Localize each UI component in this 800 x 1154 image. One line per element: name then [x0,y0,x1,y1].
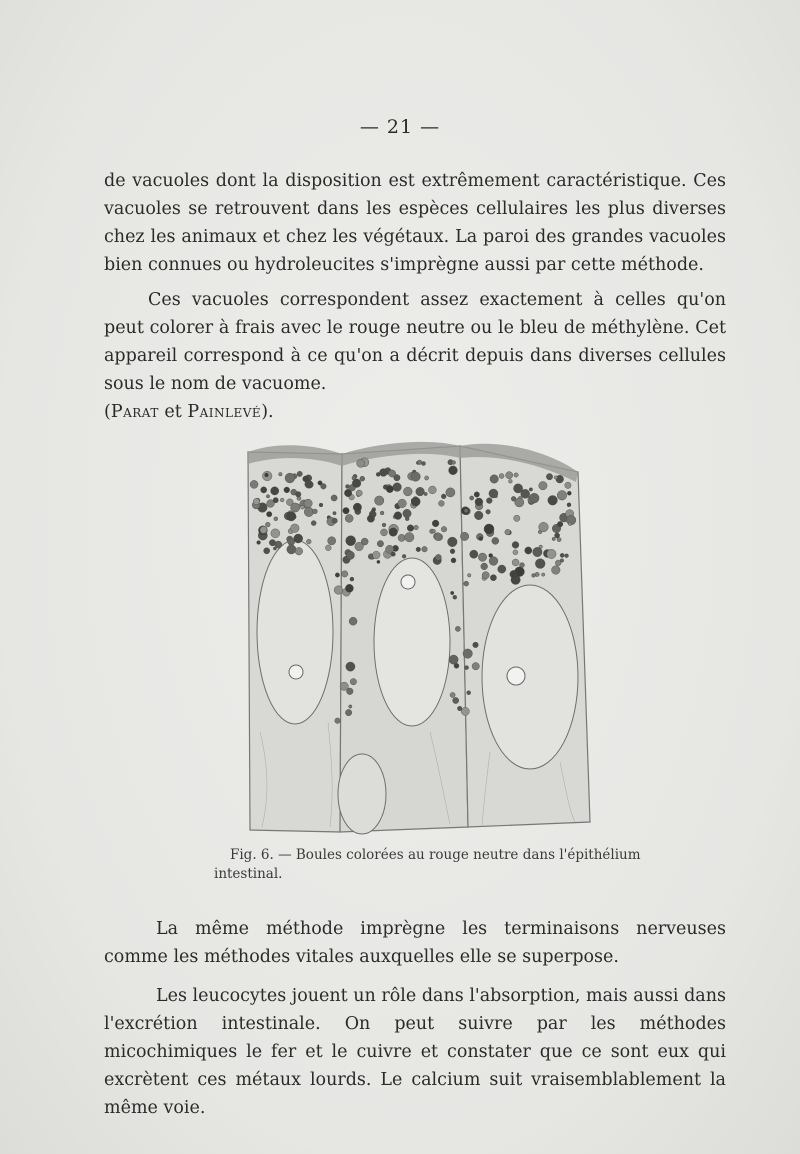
granule [542,573,545,576]
granule [349,705,352,708]
figure-epithelium-illustration [240,432,602,840]
granule [486,498,492,504]
paragraph-2-text: Ces vacuoles correspondent assez exactement à celles qu'on peut colorer à frais avec le rouge neutre ou le bleu de méthylène. Cet appareil correspond à ce qu'on a décrit depuis dans diverses cellules sous le nom de vacuome. [104,290,726,394]
granule [335,718,341,724]
granule [304,499,312,507]
granule [455,626,460,631]
granule [346,551,354,559]
granule [557,521,563,527]
granule [417,460,422,465]
granule [280,498,284,502]
granule [425,476,429,480]
granule [465,666,469,670]
granule [291,503,300,512]
granule [548,496,558,506]
granule [557,491,567,501]
granule [448,537,458,547]
granule [350,577,354,581]
granule [346,662,355,671]
granule [313,509,318,514]
granule [416,487,425,496]
granule [470,550,478,558]
granule [535,559,545,569]
granule [475,498,483,506]
granule [265,473,269,477]
granule [377,560,380,563]
granule [405,533,414,542]
figure-caption [214,846,644,884]
granule [424,492,427,495]
granule [279,472,283,476]
granule [481,563,488,570]
citation: (Parat et Painlevé). [104,402,274,422]
nucleolus-left [289,665,303,679]
granule [328,537,336,545]
paragraph-3: La même méthode imprègne les terminaisons nerveuses comme les méthodes vitales auxquelles elle se superpose. [104,919,726,967]
granule [266,495,269,498]
granule [380,511,384,515]
granule [352,479,361,488]
granule [474,511,483,520]
granule [515,498,524,507]
granule [467,574,471,578]
granule [457,706,462,711]
citation-author-1: Parat [110,402,159,422]
granule [304,507,313,516]
granule [451,558,456,563]
granule [407,525,414,532]
granule [482,572,489,579]
granule [490,475,498,483]
granule [349,617,357,625]
granule [432,529,436,533]
granule [380,469,388,477]
caption-label: Fig. 6. — [230,847,292,863]
granule [484,524,494,534]
granule [394,512,402,520]
granule [490,575,496,581]
granule [253,498,259,504]
granule [382,523,386,527]
granule [284,487,290,493]
granule [452,461,456,465]
granule [398,499,407,508]
granule [356,490,362,496]
granule [321,484,327,490]
granule [335,573,339,577]
granule [489,557,498,566]
granule [274,517,278,521]
granule [294,534,303,543]
granule [439,501,445,507]
granule [520,563,525,568]
leucocyte [338,754,386,834]
granule [539,482,547,490]
granule [529,493,539,503]
granule [453,697,459,703]
granule [512,542,519,549]
granule [514,515,520,521]
granule [546,474,552,480]
granule [398,534,405,541]
granule [389,470,396,477]
nucleus-right [482,585,578,769]
granule [464,509,468,513]
granule [287,512,296,521]
granule [275,541,282,548]
granule [568,522,571,525]
granule [498,565,506,573]
granule [345,514,353,522]
page-number: — 21 — [359,116,441,138]
granule [403,487,412,496]
granule [513,550,518,555]
granule [345,584,353,592]
granule [435,554,441,560]
granule [461,707,469,715]
granule [470,496,474,500]
granule [557,538,561,542]
granule [449,466,458,475]
granule [463,649,472,658]
granule [285,473,295,483]
granule [512,559,519,566]
granule [422,462,426,466]
granule [393,483,402,492]
granule [552,566,561,575]
granule [509,479,513,483]
granule [265,522,270,527]
granule [357,459,365,467]
granule [460,532,468,540]
granule [473,642,479,648]
granule [532,574,536,578]
granule [432,520,439,527]
granule [287,545,296,554]
granule [533,547,542,556]
granule [492,537,499,544]
granule [333,512,336,515]
granule [411,472,420,481]
nucleolus-middle [401,575,415,589]
granule [567,503,571,507]
paragraph-1: de vacuoles dont la disposition est extrêmement caractéristique. Ces vacuoles se retrouvent dans les espèces cellulaires les plus diverses chez les animaux et chez les végétaux. La paroi des grandes vacuoles bien connues ou hydroleucites s'imprègne aussi par cette méthode. [104,171,726,275]
granule [446,488,455,497]
granule [479,537,483,541]
granule [529,488,532,491]
granule [478,553,486,561]
granule [340,682,348,690]
granule [377,541,383,547]
granule [372,509,376,513]
granule [350,679,356,685]
granule [525,547,532,554]
granule [306,539,311,544]
granule [474,492,479,497]
granule [319,503,323,507]
granule [343,508,349,514]
granule [514,484,523,493]
granule [486,510,491,515]
granule [560,559,564,563]
granule [506,472,513,479]
paragraph-4: Les leucocytes jouent un rôle dans l'absorption, mais aussi dans l'excrétion intestinale. On peut suivre par les méthodes micochimiques le fer et le cuivre et constater que ce sont eux qui excrètent ces métaux lourds. Le calcium suit vraisemblablement la même voie. [104,986,726,1118]
granule [514,473,518,477]
granule [375,496,384,505]
nucleus-left [257,540,333,724]
granule [552,537,555,540]
granule [453,595,457,599]
granule [291,524,300,533]
granule [535,572,539,576]
granule [434,533,442,541]
granule [261,487,267,493]
granule [376,472,380,476]
nucleolus-right [507,667,525,685]
granule [297,471,302,476]
granule [391,552,395,556]
granule [464,581,469,586]
granule [510,570,518,578]
granule [353,503,361,511]
granule [331,495,337,501]
granule [505,529,511,535]
granule [346,536,356,546]
granule [560,553,564,557]
granule [360,476,365,481]
granule [381,529,388,536]
granule [373,551,381,559]
paragraph-2 [104,286,726,426]
granule [499,474,504,479]
granule [342,571,348,577]
granule [267,512,272,517]
granule [411,497,420,506]
citation-author-2: Painlevé [187,402,262,422]
granule [325,545,331,551]
granule [539,522,549,532]
granule [422,546,428,552]
granule [416,547,421,552]
granule [554,476,557,479]
granule [414,525,419,530]
granule [386,486,393,493]
granule [389,528,397,536]
granule [472,663,479,670]
granule [565,482,571,488]
granule [250,480,258,488]
granule [271,529,280,538]
granule [260,526,267,533]
granule [450,692,455,697]
granule [311,521,316,526]
granule [301,505,305,509]
granule [441,494,446,499]
granule [489,489,498,498]
granule [565,554,569,558]
granule [367,515,374,522]
granule [271,487,279,495]
granule [547,549,556,558]
granule [467,691,471,695]
granule [441,526,447,532]
granule [402,554,406,558]
granule [332,518,337,523]
granule [451,591,454,594]
granule [345,709,351,715]
granule [334,586,343,595]
granule [355,542,364,551]
granule [257,541,261,545]
granule [567,491,571,495]
granule [450,549,455,554]
granule [273,498,278,503]
granule [305,480,313,488]
granule [264,548,270,554]
granule [429,486,437,494]
granule [295,547,303,555]
granule [403,509,411,517]
caption-text: Boules colorées au rouge neutre dans l'épithélium intestinal. [214,847,641,882]
granule [295,492,301,498]
granule [449,655,458,664]
